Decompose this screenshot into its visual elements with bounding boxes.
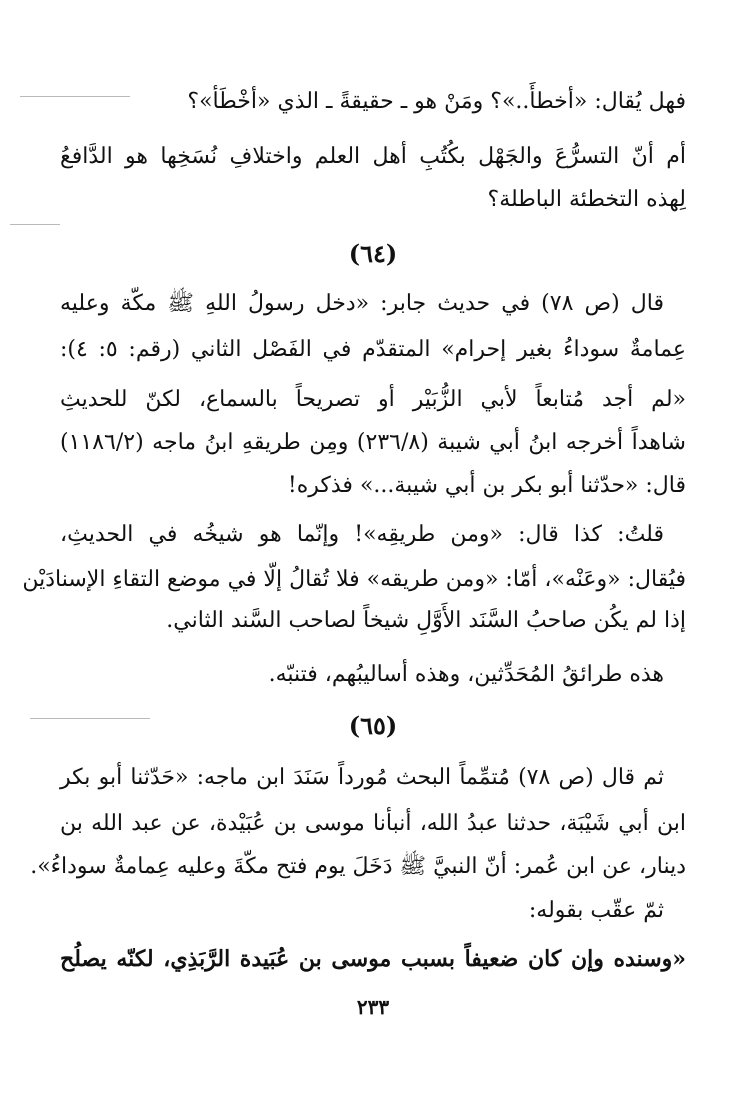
text-line: قال (ص ٧٨) في حديث جابر: «دخل رسولُ اللهِ ﷺ مكّة وعليه xyxy=(60,291,664,316)
text-line: عِمامةٌ سوداءُ بغير إحرام» المتقدّم في الفَصْل الثاني (رقم: ٥: ٤): xyxy=(60,337,686,362)
text-line: قلتُ: كذا قال: «ومن طريقِه»! وإنّما هو شيخُه في الحديثِ، xyxy=(60,522,664,547)
text-line: «وسنده وإن كان ضعيفاً بسبب موسى بن عُبَيدة الرَّبَذِي، لكنّه يصلُح xyxy=(60,946,686,972)
text-line: شاهداً أخرجه ابنُ أبي شيبة (٢٣٦/٨) ومِن طريقهِ ابنُ ماجه (١١٨٦/٢) xyxy=(60,430,686,455)
text-line: ثم قال (ص ٧٨) مُتمِّماً البحث مُورداً سَنَدَ ابن ماجه: «حَدّثنا أبو بكر xyxy=(60,765,664,790)
text-line: «لم أجد مُتابعاً لأبي الزُّبَيْر أو تصريحاً بالسماع، لكنّ للحديثِ xyxy=(60,387,686,412)
scan-artifact-line xyxy=(10,224,60,225)
text-line: إذا لم يكُن صاحبُ السَّنَد الأَوَّلِ شيخاً لصاحب السَّند الثاني. xyxy=(166,608,686,633)
section-heading: (٦٥) xyxy=(348,711,398,740)
text-line: هذه طرائقُ المُحَدِّثين، وهذه أساليبُهم، فتنبّه. xyxy=(268,662,664,687)
text-line: لِهذه التخطئة الباطلة؟ xyxy=(487,187,686,212)
section-heading: (٦٤) xyxy=(348,239,398,268)
text-line: دينار، عن ابن عُمر: أنّ النبيَّ ﷺ دَخَلَ يوم فتح مكّةَ وعليه عِمامةٌ سوداءُ». xyxy=(30,854,686,879)
text-line: ثمّ عقّب بقوله: xyxy=(528,898,664,923)
text-line: فيُقال: «وعَنْه»، أمّا: «ومن طريقه» فلا تُقالُ إلّا في موضع التقاءِ الإسنادَيْن xyxy=(22,567,686,592)
text-line: قال: «حدّثنا أبو بكر بن أبي شيبة...» فذكره! xyxy=(287,473,686,498)
text-line: ابن أبي شَيْبَة، حدثنا عبدُ الله، أنبأنا موسى بن عُبَيْدة، عن عبد الله بن xyxy=(60,811,686,836)
page-number: ٢٣٣ xyxy=(356,995,390,1019)
text-line: فهل يُقال: «أخطأَ..»؟ ومَنْ هو ـ حقيقةً ـ الذي «أخْطَأ»؟ xyxy=(187,89,686,114)
text-line: أم أنّ التسرُّعَ والجَهْل بكُتُبِ أهل العلم واختلافِ نُسَخِها هو الدَّافعُ xyxy=(60,144,686,169)
